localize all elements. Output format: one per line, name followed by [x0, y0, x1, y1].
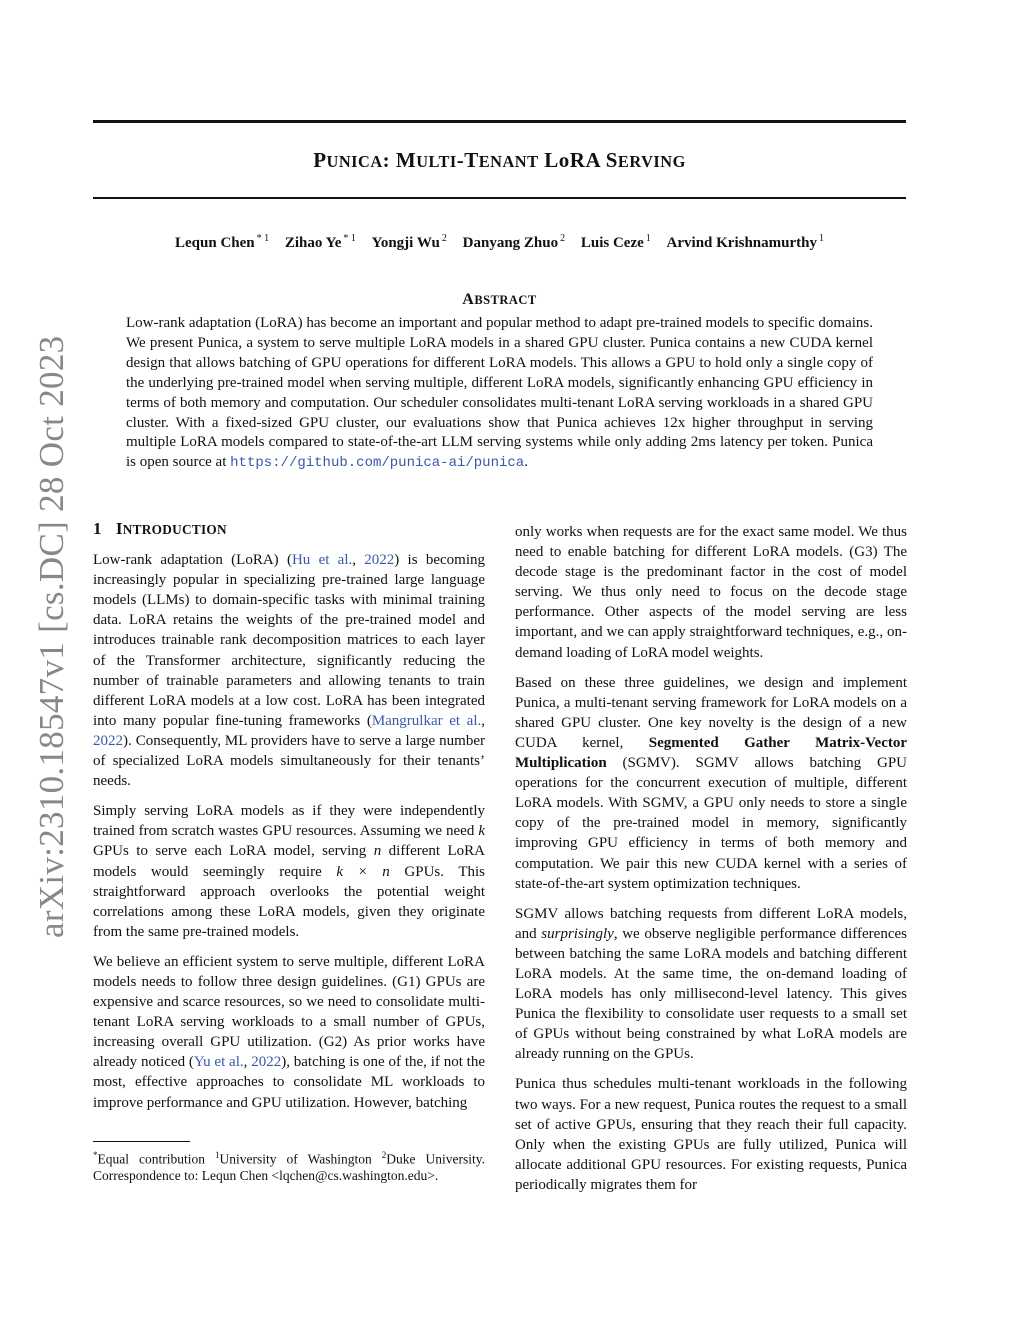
paragraph: Low-rank adaptation (LoRA) (Hu et al., 2022) is becoming increasingly popular in specializing pre-trained large language models (LLMs) to domain-specific tasks with minimal training data. LoRA retains the weights of the pre-trained model and introduces trainable rank decomposition matrices to each layer of the Transformer architecture, significantly reducing the number of trainable parameters and allowing tenants to train different LoRA models at a low cost. LoRA has been integrated into many popular fine-tuning frameworks (Mangrulkar et al., 2022). Consequently, ML providers have to serve a large number of specialized LoRA models simultaneously for their tenants’ needs. [93, 552, 485, 790]
citation-link[interactable]: Hu et al. [291, 552, 353, 569]
section-heading: 1 INTRODUCTION [93, 519, 227, 538]
author: Arvind Krishnamurthy $^1$ [666, 233, 824, 251]
author: Luis Ceze $^1$ [580, 233, 651, 251]
citation-link[interactable]: Mangrulkar et al. [371, 712, 482, 729]
citation-link[interactable]: Yu et al. [193, 1054, 244, 1071]
repo-link[interactable]: https://github.com/punica-ai/punica [230, 455, 525, 472]
author: Zihao Ye $^{* 1}$ [284, 233, 356, 251]
paragraph: SGMV allows batching requests from different LoRA models, and surprisingly, we observe negligible performance differences between batching the same LoRA models and batching different LoRA models. At the same time, the on-demand loading of LoRA models has only millisecond-level latency. This gives Punica the flexibility to consolidate user requests to a small set of GPUs without being constrained by what LoRA models are already running on the GPUs. [515, 905, 907, 1063]
paragraph: Based on these three guidelines, we design and implement Punica, a multi-tenant serving framework for LoRA models on a shared GPU cluster. One key novelty is the design of a new CUDA kernel, Segmented Gather Matrix-Vector Multiplication (SGMV). SGMV allows batching GPU operations for the concurrent execution of multiple, different LoRA models. With SGMV, a GPU only needs to store a single copy of the pre-trained model in memory, significantly improving GPU efficiency in terms of both memory and computation. We pair this new CUDA kernel with a series of state-of-the-art system optimization techniques. [515, 674, 907, 892]
right-column [515, 522, 907, 1205]
paragraph: Punica thus schedules multi-tenant workloads in the following two ways. For a new request, Punica routes the request to a small set of active GPUs, ensuring that they reach their full capacity. Only when the existing GPUs are fully utilized, Punica will allocate additional GPU resources. For existing requests, Punica periodically migrates them for [515, 1076, 907, 1193]
paragraph-continued: only works when requests are for the exact same model. We thus need to enable batching for different LoRA models. (G3) The decode stage is the predominant factor in the cost of model serving. We thus only need to focus on the decode stage performance. Other aspects of the model serving are less important, and we can apply straightforward techniques, e.g., on-demand loading of LoRA model weights. [515, 524, 907, 661]
citation-link[interactable]: 2022 [251, 1054, 282, 1071]
paper-title: PUNICA: MULTI-TENANT LoRA SERVING [313, 148, 686, 172]
footnote-rule [93, 1141, 190, 1142]
paragraph: Simply serving LoRA models as if they were independently trained from scratch wastes GPU resources. Assuming we need k GPUs to serve each LoRA model, serving n different LoRA models would seemingly require k × n GPUs. This straightforward approach overlooks the potential weight correlations among these LoRA models, given they originate from the same pre-trained models. [93, 803, 485, 940]
title-bottom-rule [93, 197, 906, 199]
author: Lequn Chen $^{* 1}$ [175, 233, 270, 251]
left-column [93, 519, 485, 1123]
author-list [93, 233, 906, 252]
paragraph: We believe an efficient system to serve multiple, different LoRA models needs to follow three design guidelines. (G1) GPUs are expensive and scarce resources, so we need to consolidate multi-tenant LoRA serving workloads to a small number of GPUs, increasing overall GPU utilization. (G2) As prior works have already noticed (Yu et al., 2022), batching is one of the, if not the most, effective approaches to consolidate ML workloads to improve performance and GPU utilization. However, batching [93, 953, 486, 1111]
abstract-text: Low-rank adaptation (LoRA) has become an important and popular method to adapt pre-trained models to specific domains. We present Punica, a system to serve multiple LoRA models in a shared GPU cluster. Punica contains a new CUDA kernel design that allows batching of GPU operations for different LoRA models. This allows a GPU to hold only a single copy of the underlying pre-trained model when serving multiple, different LoRA models, significantly enhancing GPU efficiency in terms of both memory and computation. Our scheduler consolidates multi-tenant LoRA serving workloads in a shared GPU cluster. With a fixed-sized GPU cluster, our evaluations show that Punica achieves 12x higher throughput in serving multiple LoRA models compared to state-of-the-art LLM serving systems while only adding 2ms latency per token. Punica is open source at https://github.com/punica-ai/punica. [126, 315, 873, 472]
author: Yongji Wu $^2$ [371, 233, 447, 251]
footnote: *Equal contribution $^1$University of Washington $^2$Duke University. Correspondence to: Lequn Chen <lqchen@cs.washington.edu>. [93, 1150, 486, 1183]
citation-link[interactable]: 2022 [364, 552, 395, 569]
citation-link[interactable]: 2022 [93, 732, 123, 749]
title-top-rule [93, 120, 906, 123]
author: Danyang Zhuo $^2$ [462, 233, 566, 251]
arxiv-identifier: arXiv:2310.18547v1 [cs.DC] 28 Oct 2023 [32, 335, 71, 938]
abstract-heading: ABSTRACT [462, 291, 537, 308]
